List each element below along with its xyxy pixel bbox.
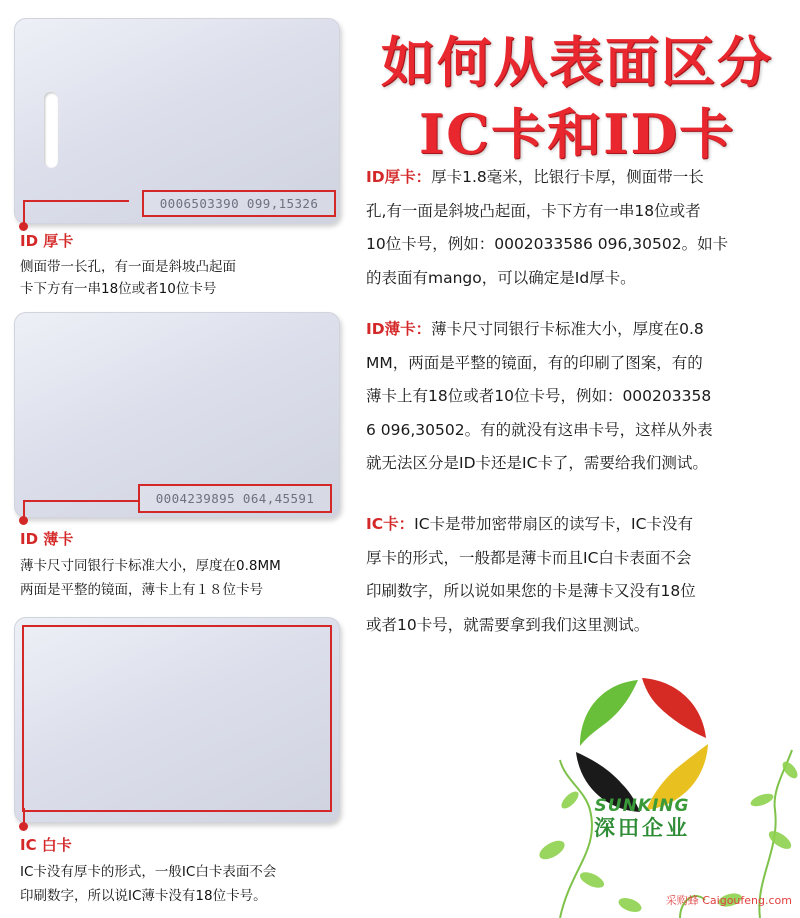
- logo-brand-text: SUNKING: [594, 796, 690, 816]
- description-line: 厚卡1.8毫米，比银行卡厚，侧面带一长: [431, 168, 704, 186]
- callout-dot: [19, 516, 28, 525]
- description-line: 薄卡上有18位或者10位卡号，例如：000203358: [366, 387, 712, 405]
- card-label-line: 薄卡尺寸同银行卡标准大小，厚度在0.8MM: [20, 558, 281, 574]
- ic-white-card-image: [14, 617, 340, 823]
- callout-line: [23, 500, 139, 502]
- description-tag: ID厚卡：: [366, 168, 432, 186]
- card-label-line: 两面是平整的镜面，薄卡上有１８位卡号: [20, 582, 263, 598]
- description-tag: IC卡：: [366, 515, 415, 533]
- card-outline-highlight: [22, 625, 332, 812]
- callout-line: [23, 200, 129, 202]
- description-line: 印刷数字，所以说如果您的卡是薄卡又没有18位: [366, 582, 696, 600]
- watermark: 采购蜂 Caigoufeng.com: [665, 894, 792, 907]
- card-label-title: IC 白卡: [20, 836, 72, 854]
- card-label-line: 卡下方有一串18位或者10位卡号: [20, 281, 217, 297]
- description-line: IC卡是带加密带扇区的读写卡，IC卡没有: [414, 515, 693, 533]
- card-label-title: ID 厚卡: [20, 232, 74, 250]
- description-id-thick: [366, 161, 790, 295]
- card-label-title: ID 薄卡: [20, 530, 74, 548]
- card-serial-number: 0004239895 064,45591: [138, 484, 332, 513]
- description-line: MM，两面是平整的镜面，有的印刷了图案，有的: [366, 353, 703, 372]
- description-ic-card: [366, 508, 790, 642]
- card-label-line: 印刷数字，所以说IC薄卡没有18位卡号。: [20, 888, 267, 904]
- id-thin-card-image: [14, 312, 340, 518]
- description-line: 10位卡号，例如：0002033586 096,30502。如卡: [366, 235, 729, 253]
- description-line: 孔,有一面是斜坡凸起面，卡下方有一串18位或者: [366, 201, 701, 220]
- description-line: 薄卡尺寸同银行卡标准大小，厚度在0.8: [431, 320, 704, 338]
- description-line: 的表面有mango，可以确定是Id厚卡。: [366, 268, 636, 287]
- logo-company-name: 深田企业: [594, 816, 690, 840]
- description-tag: ID薄卡：: [366, 320, 432, 338]
- page-subtitle: IC卡和ID卡: [418, 102, 736, 166]
- id-thick-card-image: [14, 18, 340, 224]
- description-line: 6 096,30502。有的就没有这串卡号，这样从外表: [366, 420, 713, 439]
- card-slot-hole: [44, 92, 58, 168]
- description-line: 厚卡的形式，一般都是薄卡而且IC白卡表面不会: [366, 548, 692, 567]
- card-label-line: 侧面带一长孔，有一面是斜坡凸起面: [20, 259, 236, 275]
- callout-dot: [19, 822, 28, 831]
- description-line: 或者10卡号，就需要拿到我们这里测试。: [366, 615, 650, 634]
- card-serial-number: 0006503390 099,15326: [142, 190, 336, 217]
- page-title: 如何从表面区分: [381, 30, 773, 94]
- description-id-thin: [366, 313, 790, 481]
- description-line: 就无法区分是ID卡还是IC卡了，需要给我们测试。: [366, 454, 708, 472]
- card-label-line: IC卡没有厚卡的形式，一般IC白卡表面不会: [20, 864, 277, 880]
